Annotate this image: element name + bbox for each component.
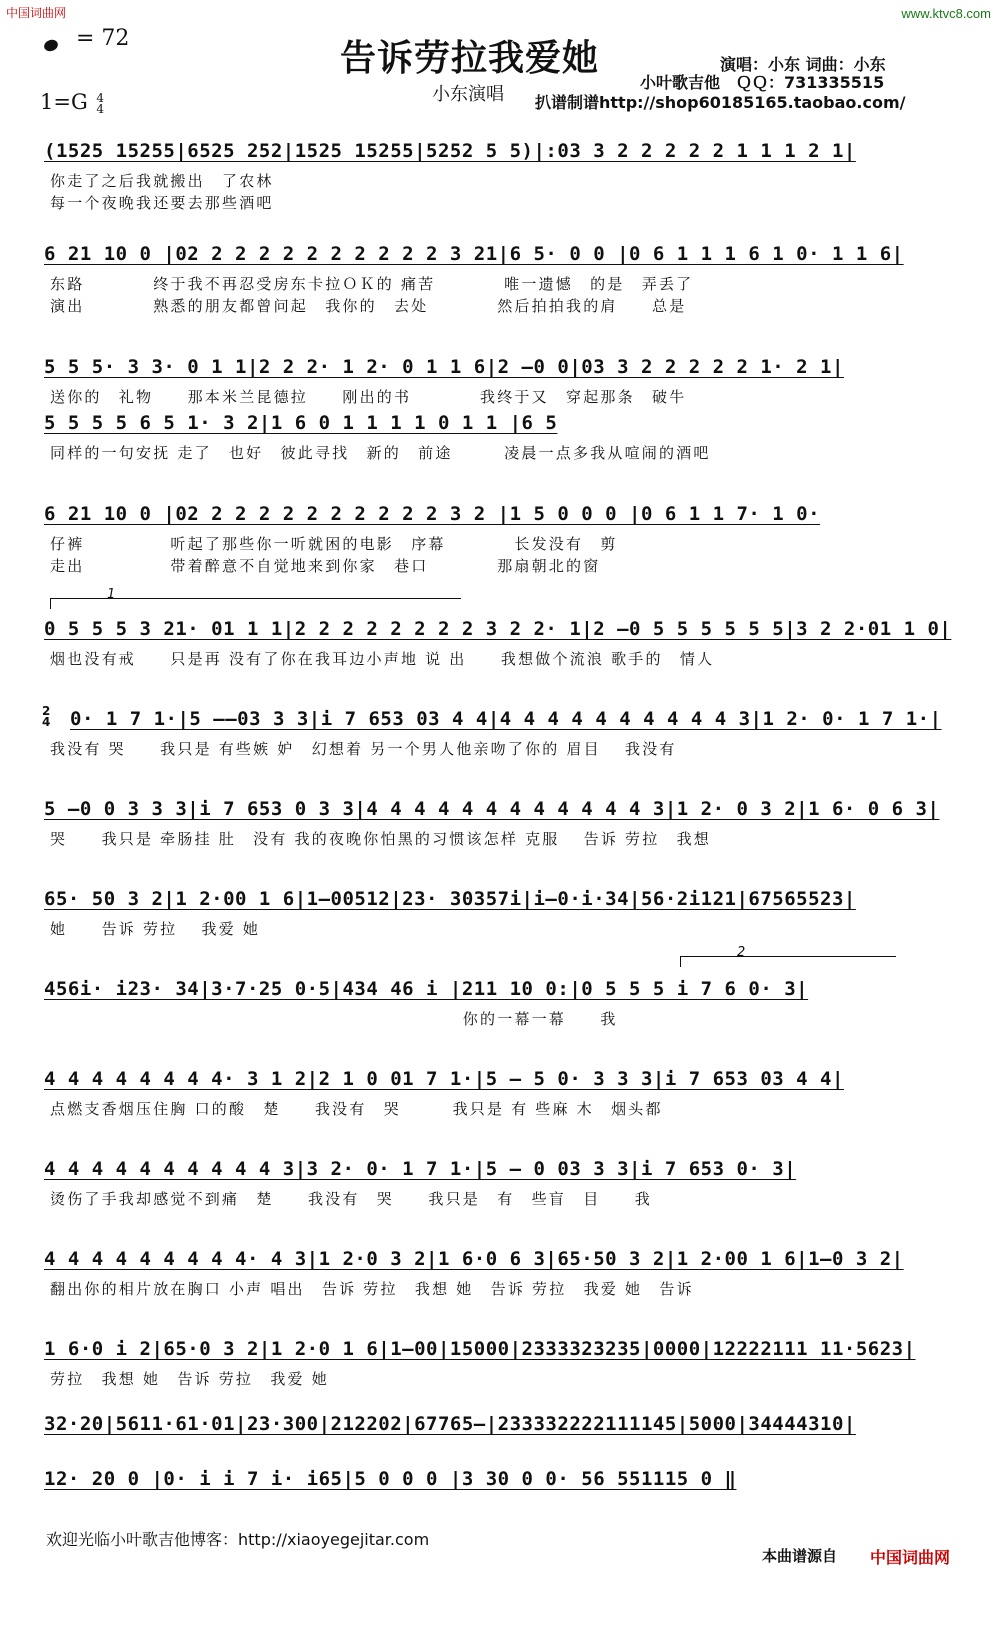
lyric-line: 我没有 哭 我只是 有些嫉 妒 幻想着 另一个男人他亲吻了你的 眉目 我没有 xyxy=(50,740,677,758)
brand-logo[interactable]: 中国词曲网 xyxy=(870,1548,951,1567)
notation-line: 5 5 5· 3 3· 0 1 1|2 2 2· 1 2· 0 1 1 6|2 —0 0|03 3 2 2 2 2 2 1· 2 1| xyxy=(44,356,844,378)
lyric-line: 演出 熟悉的朋友都曾问起 我你的 去处 然后拍拍我的肩 总是 xyxy=(50,297,687,315)
time-change-top: 2 xyxy=(42,704,51,718)
notation-line: 65· 50 3 2|1 2·00 1 6|1—00512|23· 30357i|i—0·i·34|56·2i121|67565523| xyxy=(44,888,856,910)
key-value: 1=G xyxy=(40,90,88,114)
singer: 小东演唱 xyxy=(432,84,504,105)
site-url-top-right[interactable]: www.ktvc8.com xyxy=(901,6,991,21)
lyric-line: 她 告诉 劳拉 我爱 她 xyxy=(50,920,261,938)
notation-line: 4 4 4 4 4 4 4 4 4· 4 3|1 2·0 3 2|1 6·0 6 3|65·50 3 2|1 2·00 1 6|1—0 3 2| xyxy=(44,1248,904,1270)
volta-bracket-2 xyxy=(680,945,896,967)
quarter-note-icon xyxy=(43,38,60,53)
lyric-line: 仔裤 听起了那些你一听就困的电影 序幕 长发没有 剪 xyxy=(50,535,618,553)
time-sig-top: 4 xyxy=(96,90,105,105)
notation-line: 0 5 5 5 3 21· 01 1 1|2 2 2 2 2 2 2 2 3 2 2· 1|2 —0 5 5 5 5 5 5|3 2 2·01 1 0| xyxy=(44,618,952,640)
notation-line: 12· 20 0 |0· i i 7 i· i65|5 0 0 0 |3 30 0 0· 56 551115 0 ‖ xyxy=(44,1468,737,1490)
notation-line: 5 5 5 5 6 5 1· 3 2|1 6 0 1 1 1 1 0 1 1 |6 5 xyxy=(44,412,558,434)
lyric-line: 烫伤了手我却感觉不到痛 楚 我没有 哭 我只是 有 些盲 目 我 xyxy=(50,1190,653,1208)
tempo-marking xyxy=(44,26,129,51)
notation-line: 1 6·0 i 2|65·0 3 2|1 2·0 1 6|1—00|15000|2333323235|0000|12222111 11·5623| xyxy=(44,1338,916,1360)
tempo-value: = 72 xyxy=(76,26,130,51)
key-signature xyxy=(40,90,104,115)
credit-arranger: 小叶歌吉他 ＱＱ：731335515 xyxy=(640,73,885,92)
notation-line: 6 21 10 0 |02 2 2 2 2 2 2 2 2 2 2 3 2 |1 5 0 0 0 |0 6 1 1 7· 1 0· xyxy=(44,503,821,525)
credit-maker: 扒谱制谱http://shop60185165.taobao.com/ xyxy=(535,93,906,112)
lyric-line: 东路 终于我不再忍受房东卡拉ＯＫ的 痛苦 唯一遗憾 的是 弄丢了 xyxy=(50,275,694,293)
lyric-line: 翻出你的相片放在胸口 小声 唱出 告诉 劳拉 我想 她 告诉 劳拉 我爱 她 告诉 xyxy=(50,1280,694,1298)
notation-line: 4 4 4 4 4 4 4 4 4 4 3|3 2· 0· 1 7 1·|5 — 0 03 3 3|i 7 653 0· 3| xyxy=(44,1158,797,1180)
notation-line: (1525 15255|6525 252|1525 15255|5252 5 5)|:03 3 2 2 2 2 2 1 1 1 2 1| xyxy=(44,140,856,162)
volta-bracket-1 xyxy=(50,587,461,609)
lyric-line: 你走了之后我就搬出 了农林 xyxy=(50,172,274,190)
song-title: 告诉劳拉我爱她 xyxy=(340,38,600,79)
notation-line: 32·20|5611·61·01|23·300|212202|67765—|233332222111145|5000|34444310| xyxy=(44,1413,856,1435)
lyric-line: 哭 我只是 牵肠挂 肚 没有 我的夜晚你怕黑的习惯该怎样 克服 告诉 劳拉 我想 xyxy=(50,830,712,848)
lyric-line: 每一个夜晚我还要去那些酒吧 xyxy=(50,194,274,212)
time-sig-bottom: 4 xyxy=(96,101,105,116)
credit-performer: 演唱：小东 词曲：小东 xyxy=(720,55,886,74)
notation-line: 4 4 4 4 4 4 4 4· 3 1 2|2 1 0 01 7 1·|5 — 5 0· 3 3 3|i 7 653 03 4 4| xyxy=(44,1068,844,1090)
lyric-line: 你的一幕一幕 我 xyxy=(50,1010,618,1028)
lyric-line: 同样的一句安抚 走了 也好 彼此寻找 新的 前途 凌晨一点多我从喧闹的酒吧 xyxy=(50,444,711,462)
source-note: 本曲谱源自 xyxy=(762,1547,838,1565)
notation-line: 0· 1 7 1·|5 ——03 3 3|i 7 653 03 4 4|4 4 4 4 4 4 4 4 4 4 3|1 2· 0· 1 7 1·| xyxy=(70,708,942,730)
time-signature-change xyxy=(42,706,50,728)
time-change-bottom: 4 xyxy=(42,715,51,729)
volta-number-1: 1 xyxy=(107,587,116,602)
lyric-line: 烟也没有戒 只是再 没有了你在我耳边小声地 说 出 我想做个流浪 歌手的 情人 xyxy=(50,650,715,668)
time-signature xyxy=(96,90,105,116)
volta-number-2: 2 xyxy=(737,945,746,960)
footer-blog[interactable]: 欢迎光临小叶歌吉他博客：http://xiaoyegejitar.com xyxy=(46,1530,430,1549)
lyric-line: 送你的 礼物 那本米兰昆德拉 刚出的书 我终于又 穿起那条 破牛 xyxy=(50,388,687,406)
site-name-top-left[interactable]: 中国词曲网 xyxy=(6,6,67,20)
notation-line: 6 21 10 0 |02 2 2 2 2 2 2 2 2 2 2 3 21|6 5· 0 0 |0 6 1 1 1 6 1 0· 1 1 6| xyxy=(44,243,904,265)
lyric-line: 点燃支香烟压住胸 口的酸 楚 我没有 哭 我只是 有 些麻 木 烟头都 xyxy=(50,1100,663,1118)
notation-line: 456i· i23· 34|3·7·25 0·5|434 46 i |211 10 0:|0 5 5 5 i 7 6 0· 3| xyxy=(44,978,809,1000)
lyric-line: 劳拉 我想 她 告诉 劳拉 我爱 她 xyxy=(50,1370,329,1388)
notation-line: 5 —0 0 3 3 3|i 7 653 0 3 3|4 4 4 4 4 4 4 4 4 4 4 4 3|1 2· 0 3 2|1 6· 0 6 3| xyxy=(44,798,940,820)
lyric-line: 走出 带着醉意不自觉地来到你家 巷口 那扇朝北的窗 xyxy=(50,557,601,575)
